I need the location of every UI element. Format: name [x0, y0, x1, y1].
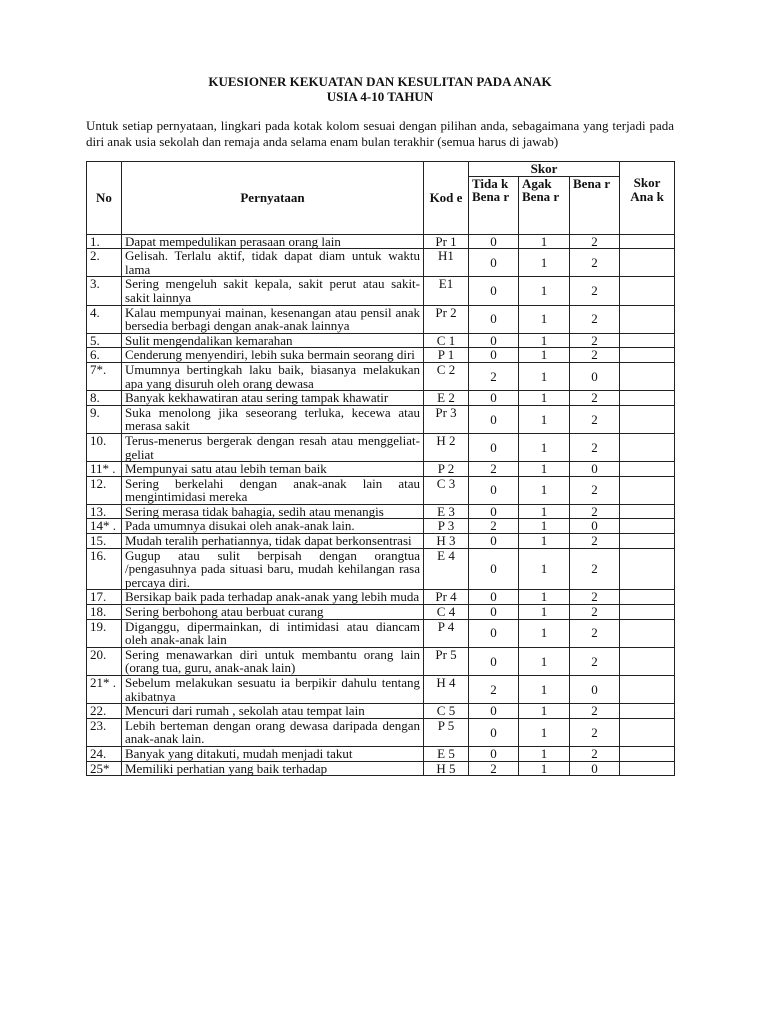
score-tidak-benar: 0	[469, 333, 519, 348]
header-agak-benar: Agak Bena r	[519, 176, 570, 234]
score-anak-cell[interactable]	[620, 504, 675, 519]
row-number: 10.	[87, 433, 122, 461]
score-anak-cell[interactable]	[620, 433, 675, 461]
row-statement: Diganggu, dipermainkan, di intimidasi atau diancam oleh anak-anak lain	[122, 619, 424, 647]
score-benar: 2	[570, 534, 620, 549]
score-anak-cell[interactable]	[620, 676, 675, 704]
score-agak-benar: 1	[519, 234, 570, 249]
table-row	[87, 504, 675, 519]
score-agak-benar: 1	[519, 647, 570, 675]
score-tidak-benar: 2	[469, 676, 519, 704]
row-statement: Sering mengeluh sakit kepala, sakit perut atau sakit-sakit lainnya	[122, 277, 424, 305]
row-number: 9.	[87, 405, 122, 433]
score-agak-benar: 1	[519, 761, 570, 776]
score-agak-benar: 1	[519, 348, 570, 363]
questionnaire-table	[86, 161, 675, 776]
header-skor-anak: Skor Ana k	[620, 162, 675, 235]
row-number: 21* .	[87, 676, 122, 704]
row-statement: Sulit mengendalikan kemarahan	[122, 333, 424, 348]
score-agak-benar: 1	[519, 405, 570, 433]
score-tidak-benar: 0	[469, 249, 519, 277]
score-agak-benar: 1	[519, 676, 570, 704]
row-number: 18.	[87, 605, 122, 620]
score-benar: 2	[570, 746, 620, 761]
row-kode: Pr 1	[424, 234, 469, 249]
table-row	[87, 391, 675, 406]
table-row	[87, 647, 675, 675]
header-no: No	[87, 162, 122, 235]
score-benar: 2	[570, 234, 620, 249]
score-tidak-benar: 0	[469, 746, 519, 761]
score-agak-benar: 1	[519, 249, 570, 277]
score-agak-benar: 1	[519, 519, 570, 534]
row-kode: H 2	[424, 433, 469, 461]
score-anak-cell[interactable]	[620, 519, 675, 534]
score-anak-cell[interactable]	[620, 619, 675, 647]
row-number: 3.	[87, 277, 122, 305]
score-tidak-benar: 0	[469, 348, 519, 363]
score-anak-cell[interactable]	[620, 761, 675, 776]
score-anak-cell[interactable]	[620, 704, 675, 719]
row-number: 4.	[87, 305, 122, 333]
header-benar: Bena r	[570, 176, 620, 234]
score-benar: 2	[570, 504, 620, 519]
table-row	[87, 718, 675, 746]
row-kode: C 3	[424, 476, 469, 504]
score-tidak-benar: 2	[469, 362, 519, 390]
score-benar: 2	[570, 590, 620, 605]
score-tidak-benar: 0	[469, 605, 519, 620]
row-number: 16.	[87, 548, 122, 590]
score-tidak-benar: 2	[469, 519, 519, 534]
row-kode: C 1	[424, 333, 469, 348]
score-agak-benar: 1	[519, 746, 570, 761]
score-tidak-benar: 0	[469, 277, 519, 305]
table-row	[87, 704, 675, 719]
row-number: 14* .	[87, 519, 122, 534]
instructions-paragraph: Untuk setiap pernyataan, lingkari pada kotak kolom sesuai dengan pilihan anda, sebagaimana yang terjadi pada diri anak usia sekolah dan remaja anda selama enam bulan terakhir (semua harus di jawab)	[86, 118, 674, 149]
row-number: 17.	[87, 590, 122, 605]
row-kode: Pr 5	[424, 647, 469, 675]
row-kode: Pr 2	[424, 305, 469, 333]
row-statement: Banyak yang ditakuti, mudah menjadi takut	[122, 746, 424, 761]
table-row	[87, 590, 675, 605]
score-benar: 2	[570, 405, 620, 433]
score-tidak-benar: 0	[469, 718, 519, 746]
table-row	[87, 305, 675, 333]
score-anak-cell[interactable]	[620, 590, 675, 605]
table-row	[87, 362, 675, 390]
row-number: 22.	[87, 704, 122, 719]
score-anak-cell[interactable]	[620, 234, 675, 249]
row-kode: E 5	[424, 746, 469, 761]
header-kode: Kod e	[424, 162, 469, 235]
score-benar: 2	[570, 391, 620, 406]
table-row	[87, 548, 675, 590]
score-tidak-benar: 0	[469, 234, 519, 249]
row-number: 6.	[87, 348, 122, 363]
score-tidak-benar: 0	[469, 548, 519, 590]
score-agak-benar: 1	[519, 476, 570, 504]
row-number: 12.	[87, 476, 122, 504]
score-tidak-benar: 2	[469, 761, 519, 776]
score-tidak-benar: 0	[469, 504, 519, 519]
score-anak-cell[interactable]	[620, 249, 675, 277]
table-row	[87, 619, 675, 647]
score-benar: 2	[570, 249, 620, 277]
table-row	[87, 534, 675, 549]
row-kode: Pr 4	[424, 590, 469, 605]
row-number: 13.	[87, 504, 122, 519]
row-kode: E 2	[424, 391, 469, 406]
score-anak-cell[interactable]	[620, 277, 675, 305]
score-agak-benar: 1	[519, 605, 570, 620]
table-row	[87, 605, 675, 620]
row-statement: Kalau mempunyai mainan, kesenangan atau pensil anak bersedia berbagi dengan anak-anak lainnya	[122, 305, 424, 333]
score-tidak-benar: 0	[469, 391, 519, 406]
row-kode: E1	[424, 277, 469, 305]
score-anak-cell[interactable]	[620, 391, 675, 406]
table-row	[87, 249, 675, 277]
score-benar: 0	[570, 761, 620, 776]
row-statement: Terus-menerus bergerak dengan resah atau menggeliat-geliat	[122, 433, 424, 461]
table-row	[87, 519, 675, 534]
score-benar: 0	[570, 676, 620, 704]
table-row	[87, 234, 675, 249]
score-agak-benar: 1	[519, 718, 570, 746]
table-row	[87, 333, 675, 348]
row-number: 20.	[87, 647, 122, 675]
document-page	[86, 74, 674, 776]
header-tidak-benar: Tida k Bena r	[469, 176, 519, 234]
row-number: 24.	[87, 746, 122, 761]
row-statement: Suka menolong jika seseorang terluka, kecewa atau merasa sakit	[122, 405, 424, 433]
score-tidak-benar: 0	[469, 590, 519, 605]
score-benar: 0	[570, 519, 620, 534]
score-tidak-benar: 0	[469, 647, 519, 675]
score-agak-benar: 1	[519, 362, 570, 390]
score-tidak-benar: 0	[469, 534, 519, 549]
row-kode: P 2	[424, 462, 469, 477]
score-anak-cell[interactable]	[620, 718, 675, 746]
score-anak-cell[interactable]	[620, 333, 675, 348]
score-tidak-benar: 0	[469, 476, 519, 504]
title-line-1: KUESIONER KEKUATAN DAN KESULITAN PADA ANAK	[208, 74, 552, 89]
row-kode: C 2	[424, 362, 469, 390]
row-statement: Lebih berteman dengan orang dewasa daripada dengan anak-anak lain.	[122, 718, 424, 746]
score-agak-benar: 1	[519, 590, 570, 605]
score-tidak-benar: 0	[469, 305, 519, 333]
row-statement: Dapat mempedulikan perasaan orang lain	[122, 234, 424, 249]
row-statement: Pada umumnya disukai oleh anak-anak lain.	[122, 519, 424, 534]
row-statement: Gelisah. Terlalu aktif, tidak dapat diam untuk waktu lama	[122, 249, 424, 277]
row-kode: P 1	[424, 348, 469, 363]
score-agak-benar: 1	[519, 548, 570, 590]
title-line-2: USIA 4-10 TAHUN	[326, 89, 434, 104]
row-number: 15.	[87, 534, 122, 549]
row-kode: E 4	[424, 548, 469, 590]
score-benar: 2	[570, 704, 620, 719]
score-benar: 2	[570, 333, 620, 348]
row-statement: Memiliki perhatian yang baik terhadap	[122, 761, 424, 776]
table-row	[87, 761, 675, 776]
score-anak-cell[interactable]	[620, 746, 675, 761]
score-agak-benar: 1	[519, 534, 570, 549]
score-tidak-benar: 0	[469, 405, 519, 433]
row-statement: Sering merasa tidak bahagia, sedih atau menangis	[122, 504, 424, 519]
score-anak-cell[interactable]	[620, 548, 675, 590]
row-statement: Umumnya bertingkah laku baik, biasanya melakukan apa yang disuruh oleh orang dewasa	[122, 362, 424, 390]
row-number: 19.	[87, 619, 122, 647]
row-statement: Cenderung menyendiri, lebih suka bermain seorang diri	[122, 348, 424, 363]
table-row	[87, 476, 675, 504]
row-number: 23.	[87, 718, 122, 746]
score-agak-benar: 1	[519, 333, 570, 348]
row-statement: Banyak kekhawatiran atau sering tampak khawatir	[122, 391, 424, 406]
table-row	[87, 462, 675, 477]
score-benar: 2	[570, 619, 620, 647]
score-tidak-benar: 0	[469, 704, 519, 719]
questionnaire-rows	[87, 234, 675, 776]
score-tidak-benar: 0	[469, 433, 519, 461]
score-agak-benar: 1	[519, 504, 570, 519]
row-number: 7*.	[87, 362, 122, 390]
score-anak-cell[interactable]	[620, 647, 675, 675]
score-agak-benar: 1	[519, 277, 570, 305]
header-skor: Skor	[469, 162, 620, 177]
score-anak-cell[interactable]	[620, 605, 675, 620]
row-kode: H 5	[424, 761, 469, 776]
table-row	[87, 676, 675, 704]
score-benar: 2	[570, 548, 620, 590]
score-tidak-benar: 0	[469, 619, 519, 647]
row-kode: E 3	[424, 504, 469, 519]
score-anak-cell[interactable]	[620, 534, 675, 549]
score-anak-cell[interactable]	[620, 348, 675, 363]
score-benar: 2	[570, 348, 620, 363]
table-row	[87, 348, 675, 363]
score-agak-benar: 1	[519, 433, 570, 461]
score-benar: 2	[570, 305, 620, 333]
score-agak-benar: 1	[519, 619, 570, 647]
score-benar: 0	[570, 362, 620, 390]
document-title	[86, 74, 674, 104]
row-statement: Mempunyai satu atau lebih teman baik	[122, 462, 424, 477]
table-row	[87, 746, 675, 761]
row-number: 1.	[87, 234, 122, 249]
row-kode: H 4	[424, 676, 469, 704]
row-kode: C 4	[424, 605, 469, 620]
row-kode: H1	[424, 249, 469, 277]
table-row	[87, 405, 675, 433]
row-statement: Sering berkelahi dengan anak-anak lain atau mengintimidasi mereka	[122, 476, 424, 504]
row-statement: Mencuri dari rumah , sekolah atau tempat lain	[122, 704, 424, 719]
row-number: 5.	[87, 333, 122, 348]
score-benar: 0	[570, 462, 620, 477]
header-statement: Pernyataan	[122, 162, 424, 235]
row-statement: Gugup atau sulit berpisah dengan orangtua /pengasuhnya pada situasi baru, mudah kehilangan rasa percaya diri.	[122, 548, 424, 590]
score-benar: 2	[570, 605, 620, 620]
row-number: 25*	[87, 761, 122, 776]
score-agak-benar: 1	[519, 462, 570, 477]
score-agak-benar: 1	[519, 391, 570, 406]
row-number: 2.	[87, 249, 122, 277]
row-statement: Sering berbohong atau berbuat curang	[122, 605, 424, 620]
row-statement: Mudah teralih perhatiannya, tidak dapat berkonsentrasi	[122, 534, 424, 549]
score-benar: 2	[570, 476, 620, 504]
score-anak-cell[interactable]	[620, 405, 675, 433]
score-benar: 2	[570, 433, 620, 461]
row-kode: Pr 3	[424, 405, 469, 433]
row-kode: P 4	[424, 619, 469, 647]
row-statement: Bersikap baik pada terhadap anak-anak yang lebih muda	[122, 590, 424, 605]
row-number: 8.	[87, 391, 122, 406]
row-kode: C 5	[424, 704, 469, 719]
row-number: 11* .	[87, 462, 122, 477]
row-kode: P 5	[424, 718, 469, 746]
score-agak-benar: 1	[519, 305, 570, 333]
score-anak-cell[interactable]	[620, 305, 675, 333]
score-anak-cell[interactable]	[620, 462, 675, 477]
score-benar: 2	[570, 277, 620, 305]
row-statement: Sebelum melakukan sesuatu ia berpikir dahulu tentang akibatnya	[122, 676, 424, 704]
score-benar: 2	[570, 647, 620, 675]
row-statement: Sering menawarkan diri untuk membantu orang lain (orang tua, guru, anak-anak lain)	[122, 647, 424, 675]
score-anak-cell[interactable]	[620, 476, 675, 504]
score-anak-cell[interactable]	[620, 362, 675, 390]
table-row	[87, 277, 675, 305]
row-kode: P 3	[424, 519, 469, 534]
row-kode: H 3	[424, 534, 469, 549]
score-benar: 2	[570, 718, 620, 746]
score-tidak-benar: 2	[469, 462, 519, 477]
table-row	[87, 433, 675, 461]
score-agak-benar: 1	[519, 704, 570, 719]
